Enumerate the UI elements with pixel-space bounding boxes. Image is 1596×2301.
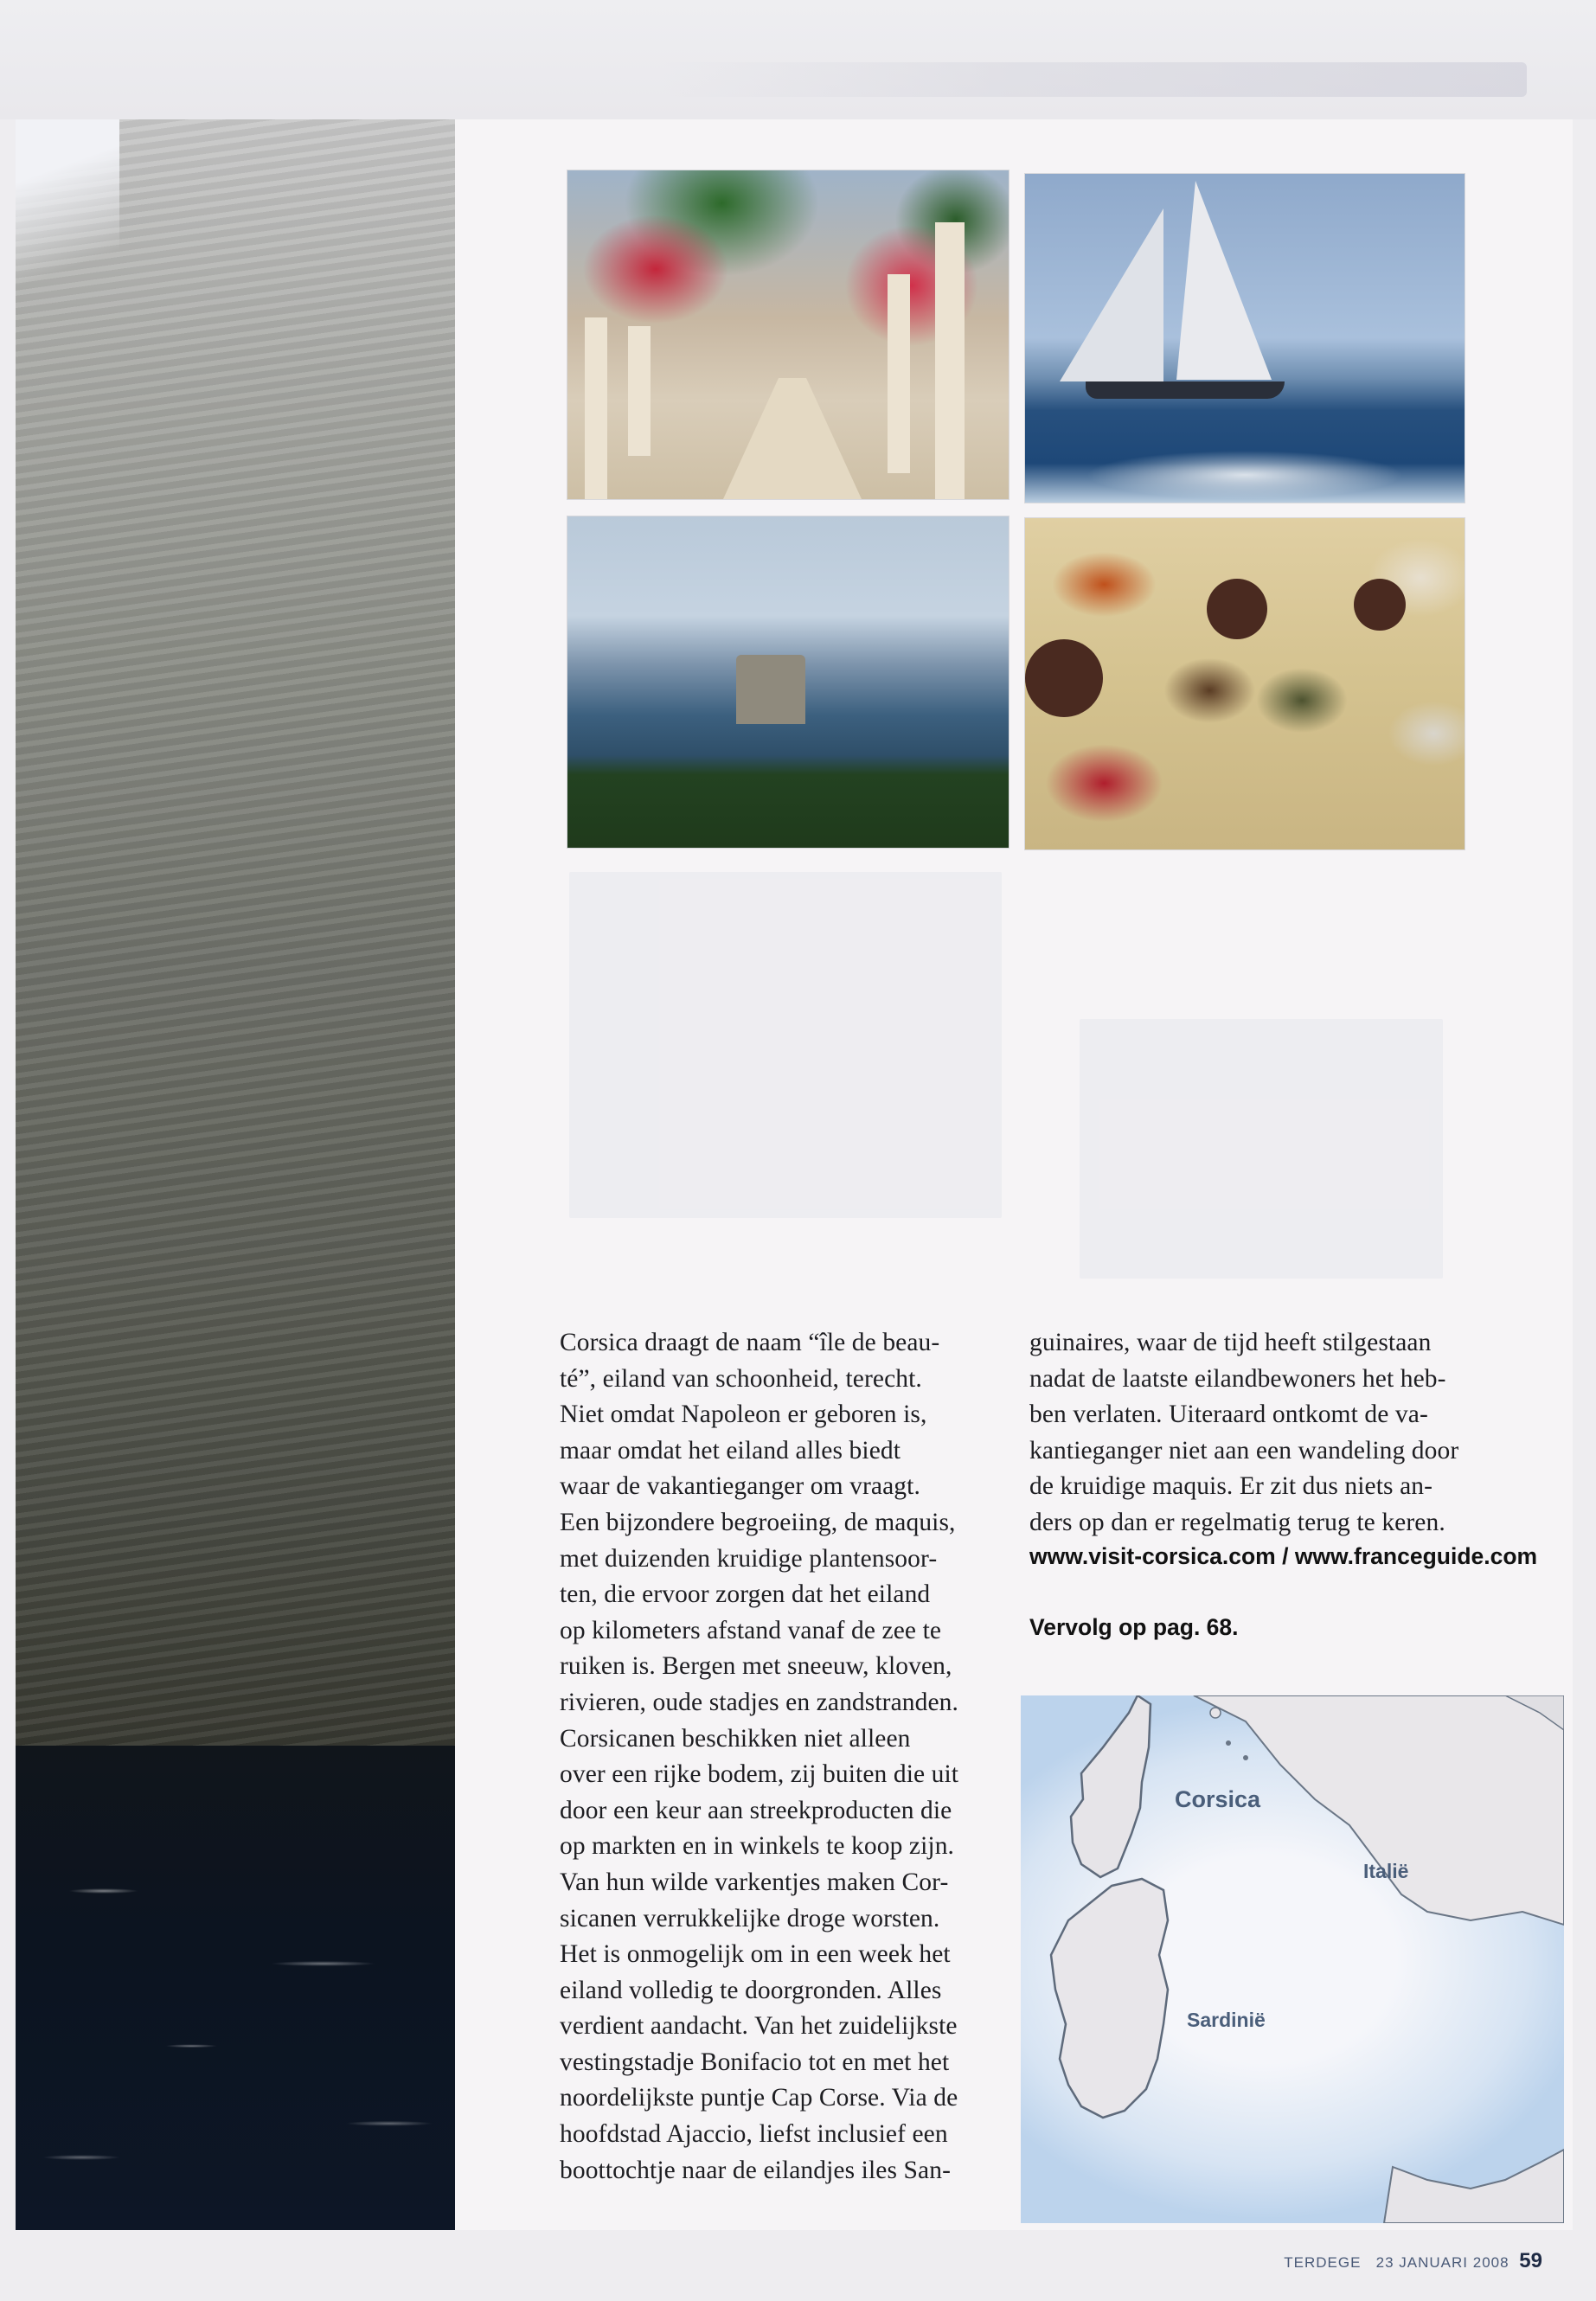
article-line: kantieganger niet aan een wandeling door [1029, 1436, 1459, 1465]
article-line: Corsica draagt de naam “île de beau- [560, 1329, 940, 1356]
article-line: Corsicanen beschikken niet alleen [560, 1724, 911, 1753]
bleed-through-text [1080, 1019, 1443, 1279]
article-line: Het is onmogelijk om in een week het [560, 1940, 951, 1969]
sea-water [16, 1746, 455, 2230]
sicily-edge [1384, 2150, 1564, 2223]
garden-path [723, 378, 862, 499]
article-line: boottochtje naar de eilandjes iles San- [560, 2156, 951, 2184]
page-number: 59 [1519, 2249, 1542, 2272]
article-line: nadat de laatste eilandbewoners het heb- [1029, 1364, 1446, 1393]
article-line: door een keur aan streekproducten die [560, 1796, 952, 1824]
article-line: noordelijkste puntje Cap Corse. Via de [560, 2084, 958, 2112]
page-footer [1284, 2249, 1542, 2273]
sky-corner [16, 119, 119, 292]
pergola-column [628, 326, 651, 456]
article-line: op markten en in winkels te koop zijn. [560, 1832, 955, 1861]
article-column-left [560, 1325, 958, 2189]
article-line: té”, eiland van schoonheid, terecht. [560, 1364, 922, 1393]
sardinia-island [1051, 1879, 1168, 2118]
pergola-column [585, 317, 607, 499]
spice-label-sign [1207, 579, 1267, 639]
pergola-column [935, 222, 965, 499]
spice-market-photo [1024, 517, 1465, 850]
small-island [1243, 1755, 1248, 1760]
location-map [1021, 1695, 1564, 2223]
continued-note: Vervolg op pag. 68. [1029, 1614, 1239, 1640]
article-line: maar omdat het eiland alles biedt [560, 1436, 901, 1465]
article-line: sicanen verrukkelijke droge worsten. [560, 1904, 940, 1932]
boat-wake [1025, 433, 1465, 503]
article-line: over een rijke bodem, zij buiten die uit [560, 1760, 959, 1789]
article-column-right [1029, 1325, 1458, 1541]
article-line: verdient aandacht. Van het zuidelijkste [560, 2012, 958, 2041]
map-label-italy: Italië [1363, 1860, 1409, 1882]
jib-sail [1060, 208, 1163, 381]
website-links[interactable]: www.visit-corsica.com / www.franceguide.com [1029, 1543, 1538, 1569]
article-line: de kruidige maquis. Er zit dus niets an- [1029, 1472, 1433, 1501]
stone-tower [736, 655, 805, 724]
article-line: rivieren, oude stadjes en zandstranden. [560, 1688, 958, 1716]
article-line: hoofdstad Ajaccio, liefst inclusief een [560, 2120, 948, 2149]
article-line: waar de vakantieganger om vraagt. [560, 1472, 920, 1501]
article-line: met duizenden kruidige plantensoor- [560, 1544, 938, 1573]
article-line: Niet omdat Napoleon er geboren is, [560, 1400, 927, 1429]
garden-pergola-photo [567, 170, 1010, 500]
corsica-island [1071, 1695, 1151, 1877]
spice-label-sign [1354, 579, 1406, 631]
main-sail [1176, 181, 1272, 380]
article-line: eiland volledig te doorgronden. Alles [560, 1976, 942, 2004]
map-graphic [1021, 1695, 1564, 2223]
map-label-sardinia: Sardinië [1187, 2009, 1266, 2031]
pergola-column [888, 274, 910, 473]
article-line: op kilometers afstand vanaf de zee te [560, 1616, 942, 1644]
rock-cliff-photo [16, 119, 455, 2230]
small-island [1226, 1740, 1231, 1746]
article-line: ten, die ervoor zorgen dat het eiland [560, 1580, 931, 1609]
boat-hull [1086, 381, 1285, 399]
footer-date: 23 JANUARI 2008 [1375, 2254, 1509, 2271]
article-line: guinaires, waar de tijd heeft stilgestaan [1029, 1329, 1432, 1356]
article-line: Van hun wilde varkentjes maken Cor- [560, 1868, 949, 1896]
footer-publication: TERDEGE [1284, 2254, 1362, 2271]
article-line: vestingstadje Bonifacio tot en met het [560, 2048, 950, 2076]
article-line: ruiken is. Bergen met sneeuw, kloven, [560, 1652, 952, 1681]
map-label-corsica: Corsica [1175, 1786, 1261, 1812]
bleed-through-header [662, 62, 1527, 97]
genoese-tower-photo [567, 516, 1010, 849]
article-line: ders op dan er regelmatig terug te keren. [1029, 1508, 1445, 1536]
top-margin-strip [0, 0, 1596, 119]
article-line: Een bijzondere begroeiing, de maquis, [560, 1508, 956, 1536]
sailboat-photo [1024, 173, 1465, 503]
bleed-through-image [569, 872, 1002, 1218]
spice-label-sign [1025, 639, 1103, 717]
small-island [1210, 1708, 1221, 1718]
article-line: ben verlaten. Uiteraard ontkomt de va- [1029, 1400, 1428, 1429]
